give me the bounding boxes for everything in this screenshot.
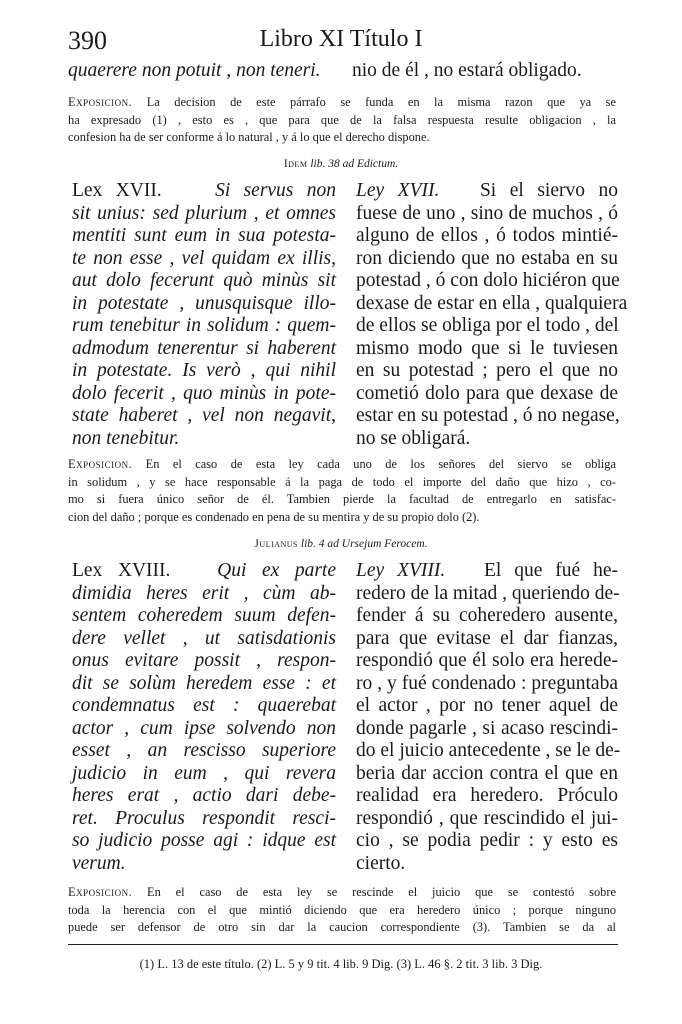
law-17-spanish-heading: Ley XVII. bbox=[356, 180, 440, 201]
law-18-latin bbox=[72, 560, 336, 875]
latin-line: esset , an rescisso superiore bbox=[72, 740, 336, 761]
spanish-line: no se obligará. bbox=[356, 427, 471, 449]
latin-line: judicio in eum , qui revera bbox=[72, 762, 336, 784]
source-author: Idem bbox=[283, 158, 308, 170]
latin-line: aut dolo fecerunt quò minùs sit bbox=[72, 270, 336, 291]
spanish-line: cio , se podia pedir : y esto es bbox=[356, 830, 618, 851]
spanish-line: ro , y fué condenado : preguntaba bbox=[356, 672, 618, 694]
exposition-line: mo si fuera único señor de él. Tambien pierde la facultad de entregarlo en satisfac- bbox=[68, 492, 616, 506]
source-text: lib. 38 ad Edictum. bbox=[310, 158, 399, 170]
latin-line: so judicio posse agi : idque est bbox=[72, 830, 336, 851]
latin-line: verum. bbox=[72, 852, 126, 874]
footnote-divider bbox=[68, 944, 618, 945]
law-18-spanish bbox=[356, 560, 621, 875]
exposition-line: ha expresado (1) , esto es , que para que de la falsa respuesta resulte obligacion , la bbox=[68, 112, 616, 127]
latin-line: te non esse , vel quidam ex illis, bbox=[72, 247, 336, 269]
exposition-2 bbox=[68, 456, 616, 526]
source-text: lib. 4 ad Ursejum Ferocem. bbox=[300, 538, 428, 550]
spanish-line: redero de la mitad , queriendo de- bbox=[356, 582, 620, 604]
exposition-line: cion del daño ; porque es condenado en pena de su mentira y de su propio dolo (2). bbox=[68, 509, 480, 524]
latin-line: sentem coheredem suum defen- bbox=[72, 605, 336, 626]
page-number: 390 bbox=[68, 26, 107, 55]
law-18-latin-heading: Lex XVIII. bbox=[72, 560, 171, 581]
latin-line: condemnatus est : quaerebat bbox=[72, 695, 336, 716]
source-author: Julianus bbox=[254, 538, 298, 550]
spanish-line: dexase de estar en ella , qualquiera bbox=[356, 292, 628, 314]
latin-line: Qui ex parte bbox=[217, 560, 337, 581]
spanish-line: donde pagarle , si acaso rescindi- bbox=[356, 717, 618, 739]
exposition-3 bbox=[68, 884, 616, 937]
law-17-latin-heading: Lex XVII. bbox=[72, 180, 162, 201]
spanish-line: potestad , ó con dolo hiciéron que bbox=[356, 270, 620, 291]
spanish-line: alguno de ellos , ó todos mintié- bbox=[356, 225, 618, 246]
latin-line: Si servus non bbox=[215, 180, 336, 201]
law-17-spanish bbox=[356, 180, 628, 450]
spanish-line: Si el siervo no bbox=[479, 180, 619, 201]
latin-line: in potestate , unusquisque illo- bbox=[72, 292, 336, 314]
spanish-line: beria dar accion contra el que en bbox=[356, 762, 618, 784]
spanish-line: el actor , por no tener aquel de bbox=[356, 695, 618, 716]
exposition-label: Exposicion. bbox=[68, 885, 133, 899]
spanish-line: El que fué he- bbox=[483, 560, 618, 581]
exposition-line: En el caso de esta ley cada uno de los señores del siervo se obliga bbox=[145, 457, 616, 471]
latin-line: dere vellet , ut satisdationis bbox=[72, 627, 336, 649]
running-title: Libro XI Título I bbox=[259, 26, 423, 52]
latin-line: in potestate. Is verò , qui nihil bbox=[72, 360, 336, 381]
exposition-line: toda la herencia con el que mintió diciendo que era heredero único ; porque ninguno bbox=[68, 902, 616, 917]
spanish-line: cierto. bbox=[356, 852, 406, 874]
spanish-continuation-line: nio de él , no estará obligado. bbox=[352, 60, 582, 81]
latin-line: actor , cum ipse solvendo non bbox=[72, 717, 336, 739]
exposition-label: Exposicion. bbox=[68, 457, 133, 471]
exposition-line: in solidum , y se hace responsable á la paga de todo el importe del daño que hizo , co- bbox=[68, 474, 616, 489]
footnotes: (1) L. 13 de este título. (2) L. 5 y 9 tit. 4 lib. 9 Dig. (3) L. 46 §. 2 tit. 3 lib. 3 Dig. bbox=[139, 957, 543, 971]
spanish-line: respondió que él solo era herede- bbox=[356, 650, 618, 671]
spanish-line: respondió , que rescindido el jui- bbox=[356, 807, 618, 829]
exposition-line: confesion ha de ser conforme á lo natural , y á lo que el derecho dispone. bbox=[68, 130, 430, 144]
spanish-line: fender á su coheredero ausente, bbox=[356, 605, 618, 626]
spanish-line: cometió dolo para que dexase de bbox=[356, 382, 618, 404]
latin-line: admodum tenerentur si haberent bbox=[72, 337, 336, 359]
spanish-line: estar en su potestad , ó no negase, bbox=[356, 405, 620, 426]
spanish-line: en su potestad ; pero el que no bbox=[356, 360, 618, 381]
spanish-line: para que evitase el dar fianzas, bbox=[356, 627, 618, 649]
source-citation-2 bbox=[0, 538, 682, 550]
latin-line: mentiti sunt eum in sua potesta- bbox=[72, 225, 336, 246]
spanish-line: ron diciendo que no estaba en su bbox=[356, 247, 618, 269]
latin-line: state haberet , vel non negavit, bbox=[72, 405, 336, 426]
spanish-line: mismo modo que si le tuviesen bbox=[356, 337, 618, 359]
exposition-line: La decision de este párrafo se funda en la misma razon que ya se bbox=[146, 95, 616, 109]
spanish-line: do el juicio antecedente , se le de- bbox=[356, 740, 621, 761]
latin-line: dimidia heres erit , cùm ab- bbox=[72, 582, 336, 604]
spanish-line: realidad era heredero. Próculo bbox=[356, 785, 618, 806]
latin-line: ret. Proculus respondit resci- bbox=[72, 807, 336, 829]
spanish-line: fuese de uno , sino de muchos , ó bbox=[356, 202, 618, 224]
latin-line: onus evitare possit , respon- bbox=[72, 650, 336, 671]
exposition-1 bbox=[68, 94, 616, 147]
latin-line: sit unius: sed plurium , et omnes bbox=[72, 202, 336, 224]
law-17-latin bbox=[72, 180, 336, 450]
latin-line: rum tenebitur in solidum : quem- bbox=[72, 315, 336, 336]
source-citation-1 bbox=[0, 158, 682, 170]
latin-line: heres erat , actio dari debe- bbox=[72, 785, 336, 806]
exposition-line: En el caso de esta ley se rescinde el juicio que se contestó sobre bbox=[147, 885, 616, 899]
latin-line: dolo fecerit , quo minùs in pote- bbox=[72, 382, 336, 404]
latin-line: dit se solùm heredem esse : et bbox=[72, 672, 336, 694]
law-18-spanish-heading: Ley XVIII. bbox=[356, 560, 446, 581]
spanish-line: de ellos se obliga por el todo , del bbox=[356, 315, 619, 336]
exposition-label: Exposicion. bbox=[68, 95, 133, 109]
exposition-line: puede ser defensor de otro sin dar la caucion correspondiente (3). Tambien se da al bbox=[68, 920, 616, 934]
latin-line: non tenebitur. bbox=[72, 427, 180, 449]
latin-continuation-line: quaerere non potuit , non teneri. bbox=[68, 60, 321, 81]
